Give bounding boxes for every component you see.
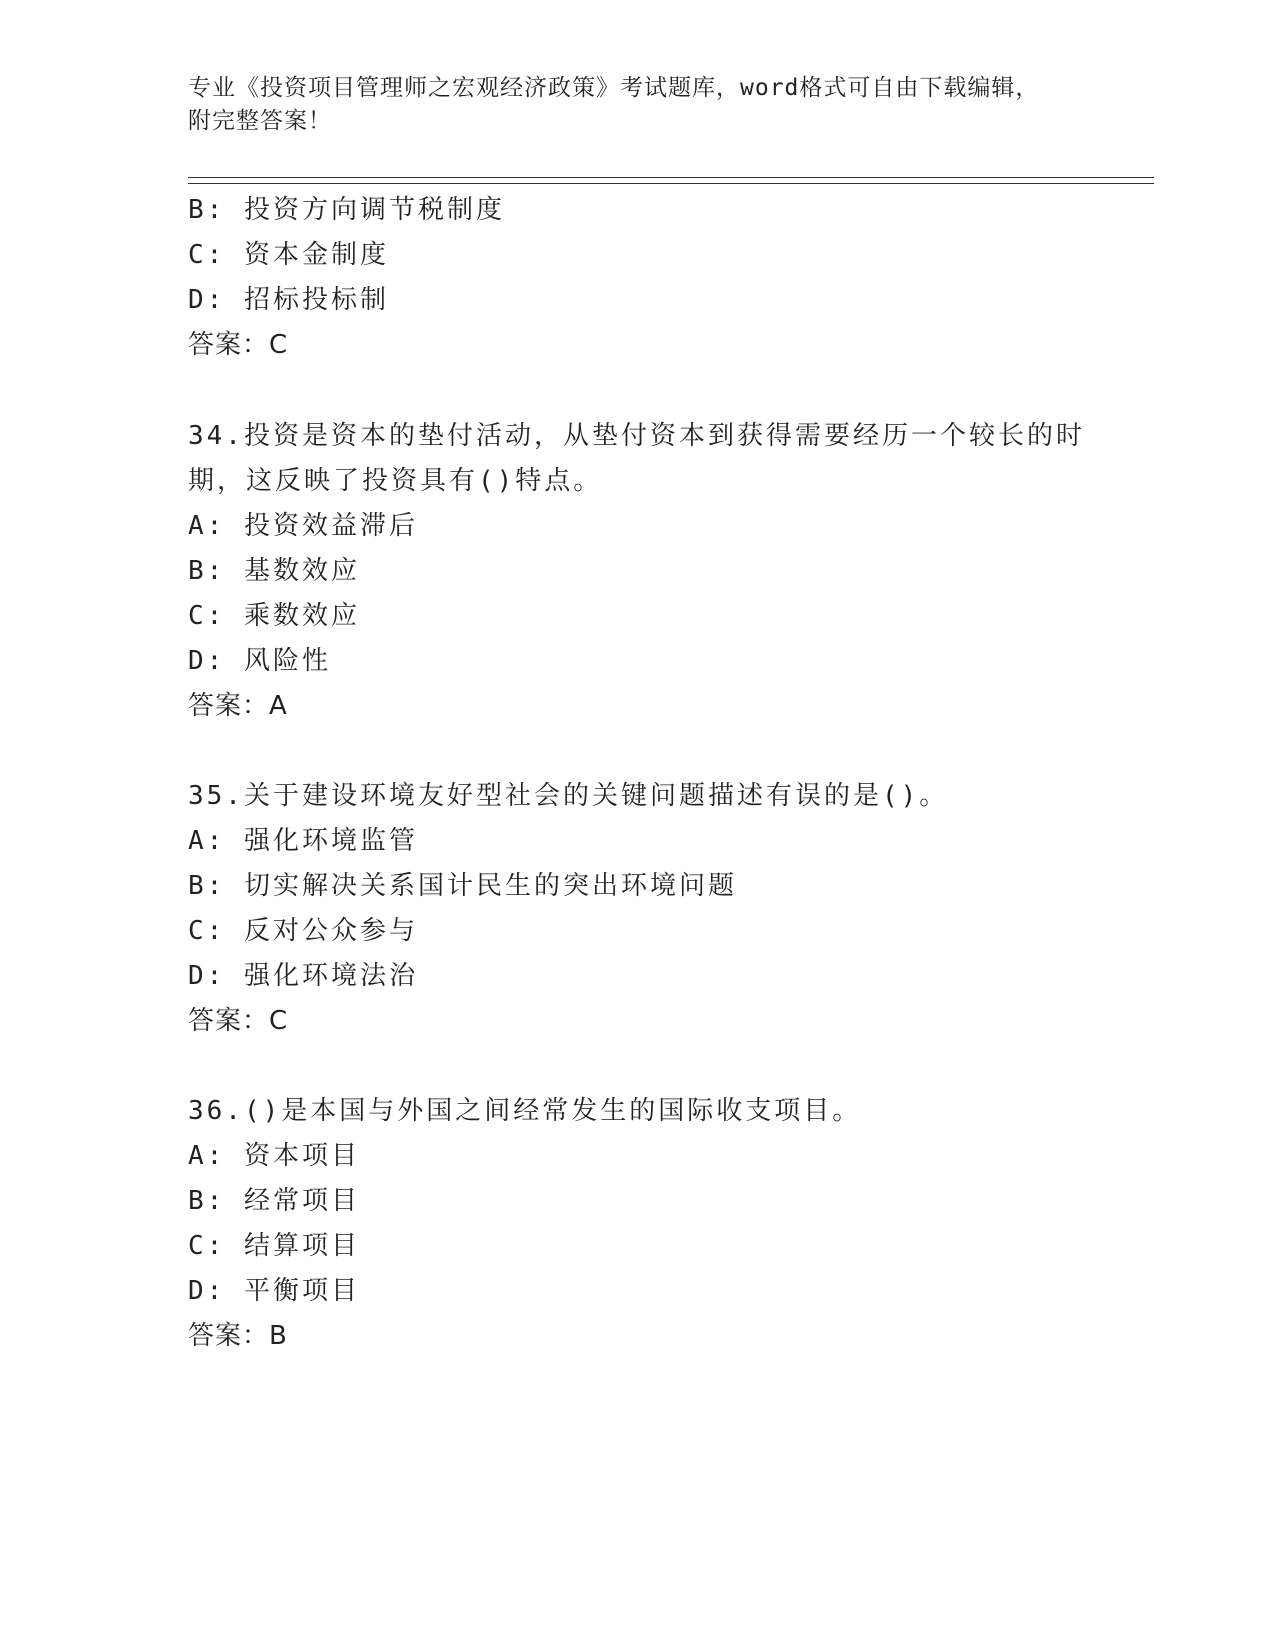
option-b: B: 投资方向调节税制度 — [188, 195, 505, 225]
question-34-option-b: B: 基数效应 — [188, 556, 360, 586]
question-36-option-b: B: 经常项目 — [188, 1186, 360, 1216]
question-34-option-d: D: 风险性 — [188, 646, 331, 676]
question-36: 36.()是本国与外国之间经常发生的国际收支项目。 — [188, 1096, 862, 1126]
question-35-option-c: C: 反对公众参与 — [188, 916, 418, 946]
question-34-line-2: 期，这反映了投资具有()特点。 — [188, 466, 603, 496]
question-36-answer: 答案：B — [188, 1321, 288, 1351]
question-36-option-a: A: 资本项目 — [188, 1141, 360, 1171]
header-rule-top — [188, 177, 1154, 178]
option-c: C: 资本金制度 — [188, 240, 389, 270]
question-36-option-d: D: 平衡项目 — [188, 1276, 360, 1306]
question-34-option-a: A: 投资效益滞后 — [188, 511, 418, 541]
option-d: D: 招标投标制 — [188, 285, 389, 315]
question-35-answer: 答案：C — [188, 1006, 289, 1036]
question-35-option-a: A: 强化环境监管 — [188, 826, 418, 856]
question-34-option-c: C: 乘数效应 — [188, 601, 360, 631]
header-line-1: 专业《投资项目管理师之宏观经济政策》考试题库，word格式可自由下载编辑， — [188, 75, 1040, 101]
question-34-answer: 答案：A — [188, 691, 288, 721]
question-35: 35.关于建设环境友好型社会的关键问题描述有误的是()。 — [188, 781, 949, 811]
question-35-option-d: D: 强化环境法治 — [188, 961, 418, 991]
header-line-2: 附完整答案！ — [188, 108, 332, 134]
question-34-line-1: 34.投资是资本的垫付活动，从垫付资本到获得需要经历一个较长的时 — [188, 421, 1085, 451]
question-36-option-c: C: 结算项目 — [188, 1231, 360, 1261]
document-header — [188, 72, 1088, 138]
header-rule-bottom — [188, 183, 1154, 184]
answer: 答案：C — [188, 330, 289, 360]
question-35-option-b: B: 切实解决关系国计民生的突出环境问题 — [188, 871, 737, 901]
